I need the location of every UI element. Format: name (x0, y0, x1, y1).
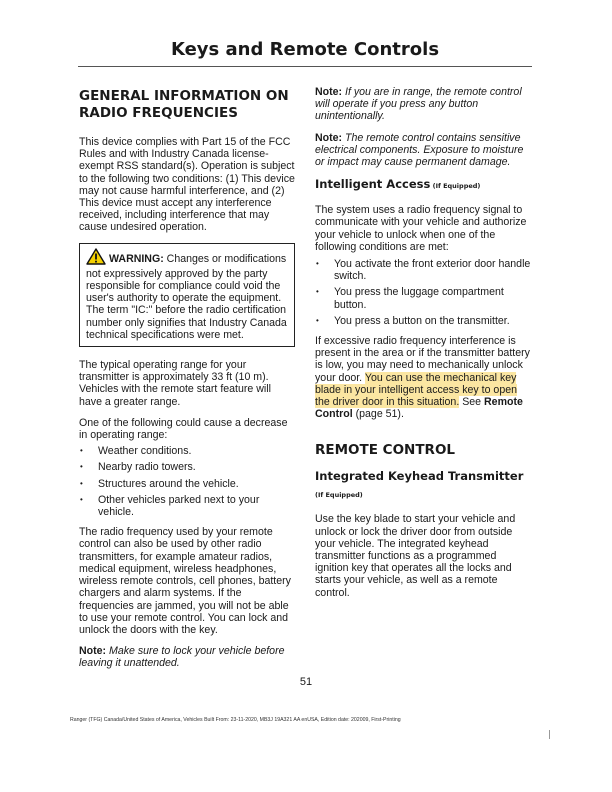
subheading-intelligent-access (315, 177, 531, 194)
lock-note (79, 645, 295, 669)
highlighted-text: You can use the mechanical key blade in your intelligent access key to open the driver door in this situation. (315, 371, 517, 409)
subheading-title: Integrated Keyhead Transmitter (315, 469, 524, 484)
list-item: • Structures around the vehicle. (79, 478, 295, 490)
keyhead-paragraph: Use the key blade to start your vehicle and unlock or lock the driver door from outside your vehicle. The integrated keyhead transmitter functions as a programmed ignition key that operates all the locks and starts your vehicle, as well as a remote control. (315, 513, 516, 599)
equipped-qualifier: (If Equipped) (315, 491, 363, 500)
note-label: Note: (315, 131, 343, 144)
interference-text: If excessive radio frequency interference is present in the area or if the transmitter battery is low, you may need to mechanically unlock your door. (315, 335, 530, 384)
warning-label: WARNING: (109, 252, 164, 265)
equipped-qualifier: (If Equipped) (430, 182, 481, 191)
list-item: • Weather conditions. (79, 445, 295, 457)
warning-box (79, 243, 295, 347)
warning-text: Changes or modifications not expressively approved by the party responsible for compliance could void the user's authority to operate the equipment. The term "IC:" before the radio certification number only signifies that Industry Canada technical specifications were met. (86, 252, 287, 341)
list-item: • You press a button on the transmitter. (315, 315, 531, 327)
decrease-intro: One of the following could cause a decrease in operating range: (79, 416, 288, 442)
page-number: 51 (299, 676, 313, 688)
fcc-paragraph: This device complies with Part 15 of the FCC Rules and with Industry Canada license-exempt RSS standard(s). Operation is subject to the following two conditions: (1) This device may not cause harmful interference, and (2) This device must accept any interference received, including interference that may cause undesired operation. (79, 136, 295, 234)
cross-reference-page: (page 51). (352, 408, 404, 421)
note-text: Make sure to lock your vehicle before leaving it unattended. (79, 645, 285, 670)
subheading-title: Intelligent Access (315, 177, 431, 192)
note-label: Note: (315, 86, 343, 98)
right-column (315, 86, 531, 608)
page-title: Keys and Remote Controls (78, 38, 532, 67)
cross-reference-link[interactable]: Remote Control (315, 396, 523, 421)
list-item: • You press the luggage compartment button. (315, 286, 531, 310)
interference-paragraph (315, 335, 531, 420)
range-paragraph: The typical operating range for your transmitter is approximately 33 ft (10 m). Vehicles with the remote start feature will have a greater range. (79, 359, 271, 408)
note-text: If you are in range, the remote control will operate if you press any button unintentionally. (315, 86, 522, 123)
note-text: The remote control contains sensitive electrical components. Exposure to moisture or impact may cause permanent damage. (315, 131, 524, 169)
list-item: • Nearby radio towers. (79, 461, 295, 473)
note-label: Note: (79, 645, 107, 658)
left-column (79, 88, 295, 679)
intelligent-access-paragraph: The system uses a radio frequency signal to communicate with your vehicle and authorize your vehicle to unlock when one of the following conditions are met: (315, 204, 527, 253)
unlock-conditions-list (315, 258, 531, 327)
footer-edition-info: Ranger (TFG) Canada/United States of America, Vehicles Built From: 23-11-2020, MB3J 19A321 AA enUSA, Edition date: 202009, First-Printing (70, 717, 401, 723)
list-item: • You activate the front exterior door handle switch. (315, 258, 531, 282)
sensitive-note (315, 132, 531, 169)
list-item: • Other vehicles parked next to your vehicle. (79, 494, 295, 518)
section-heading-radio-frequencies: GENERAL INFORMATION ON RADIO FREQUENCIES (79, 88, 289, 121)
warning-triangle-icon (86, 248, 106, 268)
margin-mark (549, 730, 550, 739)
see-text: See (459, 396, 485, 409)
section-heading-remote-control: REMOTE CONTROL (315, 442, 456, 459)
subheading-integrated-keyhead (315, 469, 531, 503)
range-factors-list (79, 445, 295, 518)
jamming-paragraph: The radio frequency used by your remote control can also be used by other radio transmitters, for example amateur radios, medical equipment, wireless headphones, wireless remote controls, cell phones, battery chargers and alarm systems. If the frequencies are jammed, you will not be able to use your remote control. You can lock and unlock the doors with the key. (79, 526, 291, 636)
range-note (315, 86, 531, 123)
